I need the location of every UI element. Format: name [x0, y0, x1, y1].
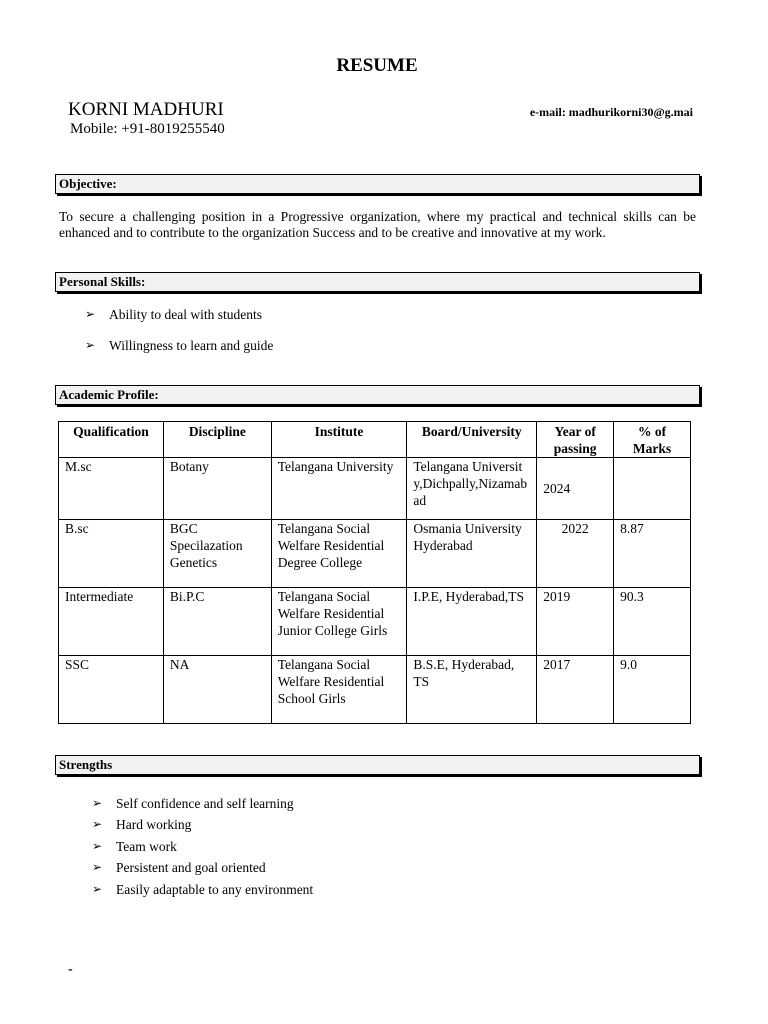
table-cell: Telangana Social Welfare Residential School Girls [271, 656, 407, 724]
column-header: Qualification [59, 422, 164, 458]
table-cell: B.S.E, Hyderabad, TS [407, 656, 537, 724]
column-header: Year of passing [537, 422, 614, 458]
table-cell: Telangana University [271, 458, 407, 520]
personal-skills-heading: Personal Skills: [55, 272, 700, 292]
table-cell: Telangana Social Welfare Residential Degree College [271, 520, 407, 588]
table-row [59, 458, 691, 520]
arrow-bullet-icon: ➢ [92, 796, 103, 810]
table-cell: 2024 [537, 458, 614, 520]
strengths-heading: Strengths [55, 755, 700, 775]
table-cell: 2019 [537, 588, 614, 656]
table-cell: Botany [163, 458, 271, 520]
arrow-bullet-icon: ➢ [92, 817, 103, 831]
arrow-bullet-icon: ➢ [92, 860, 103, 874]
table-cell: Intermediate [59, 588, 164, 656]
table-cell: SSC [59, 656, 164, 724]
table-cell: Osmania University Hyderabad [407, 520, 537, 588]
mobile-number: Mobile: +91-8019255540 [70, 121, 225, 137]
table-row [59, 588, 691, 656]
table-row [59, 656, 691, 724]
arrow-bullet-icon: ➢ [85, 307, 96, 321]
table-cell: NA [163, 656, 271, 724]
table-cell: 90.3 [614, 588, 691, 656]
table-header-row [59, 422, 691, 458]
table-row [59, 520, 691, 588]
table-cell [614, 458, 691, 520]
academic-profile-heading: Academic Profile: [55, 385, 700, 405]
table-cell: 2022 [537, 520, 614, 588]
footer-mark: - [68, 962, 73, 977]
table-cell: I.P.E, Hyderabad,TS [407, 588, 537, 656]
table-cell: Telangana University,Dichpally,Nizamabad [407, 458, 537, 520]
column-header: Institute [271, 422, 407, 458]
table-cell: BGC Specilazation Genetics [163, 520, 271, 588]
column-header: Board/University [407, 422, 537, 458]
table-cell: Bi.P.C [163, 588, 271, 656]
objective-text: To secure a challenging position in a Progressive organization, where my practical and technical skills can be enhanced and to contribute to the organization Success and to be creative and innovative at my work. [59, 209, 696, 240]
arrow-bullet-icon: ➢ [92, 839, 103, 853]
table-cell: Telangana Social Welfare Residential Junior College Girls [271, 588, 407, 656]
table-cell: 9.0 [614, 656, 691, 724]
column-header: Discipline [163, 422, 271, 458]
table-cell: B.sc [59, 520, 164, 588]
academic-table [58, 421, 691, 724]
table-cell: M.sc [59, 458, 164, 520]
email-address: e-mail: madhurikorni30@g.mai [529, 105, 693, 119]
table-cell: 2017 [537, 656, 614, 724]
arrow-bullet-icon: ➢ [85, 338, 96, 352]
column-header: % of Marks [614, 422, 691, 458]
resume-title: RESUME [336, 55, 418, 76]
arrow-bullet-icon: ➢ [92, 882, 103, 896]
table-cell: 8.87 [614, 520, 691, 588]
objective-heading: Objective: [55, 174, 700, 194]
candidate-name: KORNI MADHURI [68, 99, 224, 120]
